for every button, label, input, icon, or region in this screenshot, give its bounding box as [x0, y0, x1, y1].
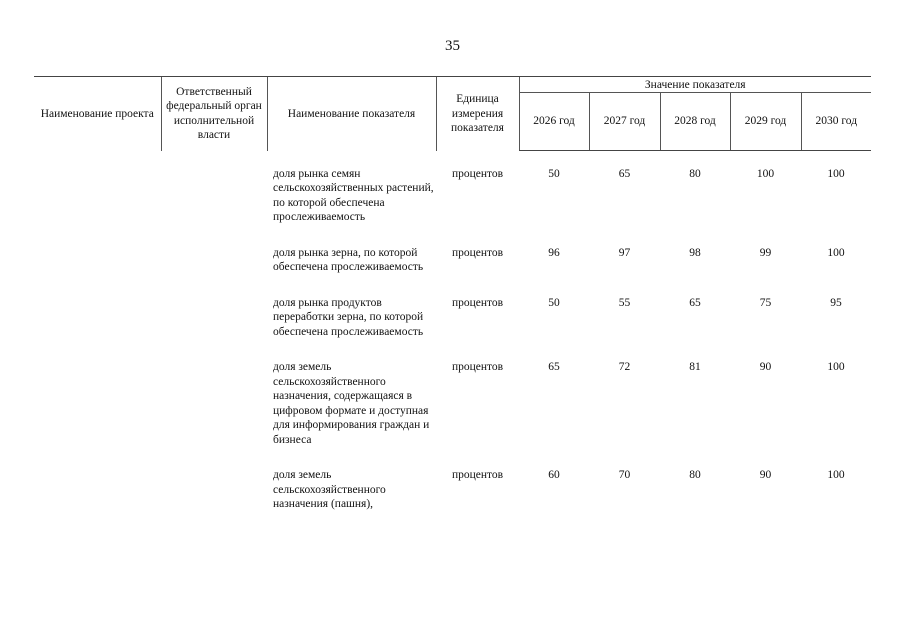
unit-cell: процентов: [451, 361, 504, 373]
value-cell: 60: [548, 469, 560, 481]
indicator-name-cell: доля рынка зерна, по которой обеспечена прослеживаемость: [273, 246, 424, 273]
responsible-body-cell: [161, 151, 267, 246]
unit-cell: процентов: [451, 296, 504, 309]
responsible-body-cell: [161, 468, 267, 533]
value-cell: 50: [548, 168, 560, 180]
unit-cell: процентов: [451, 469, 504, 481]
header-value-group: Значение показателя: [519, 77, 871, 93]
table-row: [34, 468, 871, 533]
project-name-cell: [34, 296, 161, 361]
header-year: 2030 год: [801, 93, 871, 151]
table-row: [34, 246, 871, 296]
value-cell: 80: [689, 469, 701, 481]
indicator-name-cell: доля рынка семян сельскохозяйственных растений, по которой обеспечена прослеживаемость: [273, 167, 434, 223]
unit-cell: процентов: [451, 167, 504, 180]
value-cell: 72: [618, 361, 631, 373]
value-cell: 100: [827, 246, 845, 259]
indicator-name-cell: доля рынка продуктов переработки зерна, по которой обеспечена прослеживаемость: [273, 296, 424, 338]
responsible-body-cell: [161, 360, 267, 468]
value-cell: 97: [618, 246, 631, 259]
header-year: 2027 год: [589, 93, 660, 151]
value-cell: 98: [689, 246, 701, 259]
value-cell: 95: [830, 296, 842, 309]
value-cell: 65: [548, 361, 560, 373]
value-cell: 100: [756, 168, 775, 180]
indicators-table: [34, 76, 871, 533]
value-cell: 70: [618, 469, 631, 481]
value-cell: 99: [759, 246, 772, 259]
value-cell: 96: [548, 246, 560, 259]
page-number: 35: [445, 38, 460, 54]
value-cell: 100: [827, 361, 845, 373]
project-name-cell: [34, 468, 161, 533]
indicator-name-cell: доля земель сельскохозяйственного назначения, содержащаяся в цифровом формате и доступная для информирования граждан и бизнеса: [273, 361, 430, 446]
value-cell: 100: [827, 168, 845, 180]
value-cell: 65: [618, 168, 631, 180]
value-cell: 100: [827, 469, 845, 481]
header-responsible-body: Ответственный федеральный орган исполнительной власти: [161, 77, 267, 151]
header-row: [34, 77, 871, 93]
header-year: 2028 год: [660, 93, 730, 151]
table-row: [34, 296, 871, 361]
indicator-name-cell: доля земель сельскохозяйственного назначения (пашня),: [273, 469, 386, 510]
header-indicator-name: Наименование показателя: [267, 77, 436, 151]
header-project-name: Наименование проекта: [34, 77, 161, 151]
value-cell: 90: [759, 361, 772, 373]
header-year: 2026 год: [519, 93, 589, 151]
value-cell: 75: [759, 296, 772, 309]
table-row: [34, 360, 871, 468]
project-name-cell: [34, 246, 161, 296]
header-unit: Единица измерения показателя: [436, 77, 519, 151]
responsible-body-cell: [161, 296, 267, 361]
value-cell: 65: [689, 296, 701, 309]
value-cell: 55: [618, 296, 631, 309]
responsible-body-cell: [161, 246, 267, 296]
unit-cell: процентов: [451, 246, 504, 259]
table-row: [34, 151, 871, 246]
value-cell: 50: [548, 296, 560, 309]
value-cell: 90: [759, 469, 772, 481]
project-name-cell: [34, 151, 161, 246]
value-cell: 80: [689, 168, 701, 180]
header-year: 2029 год: [730, 93, 801, 151]
project-name-cell: [34, 360, 161, 468]
value-cell: 81: [689, 361, 701, 373]
